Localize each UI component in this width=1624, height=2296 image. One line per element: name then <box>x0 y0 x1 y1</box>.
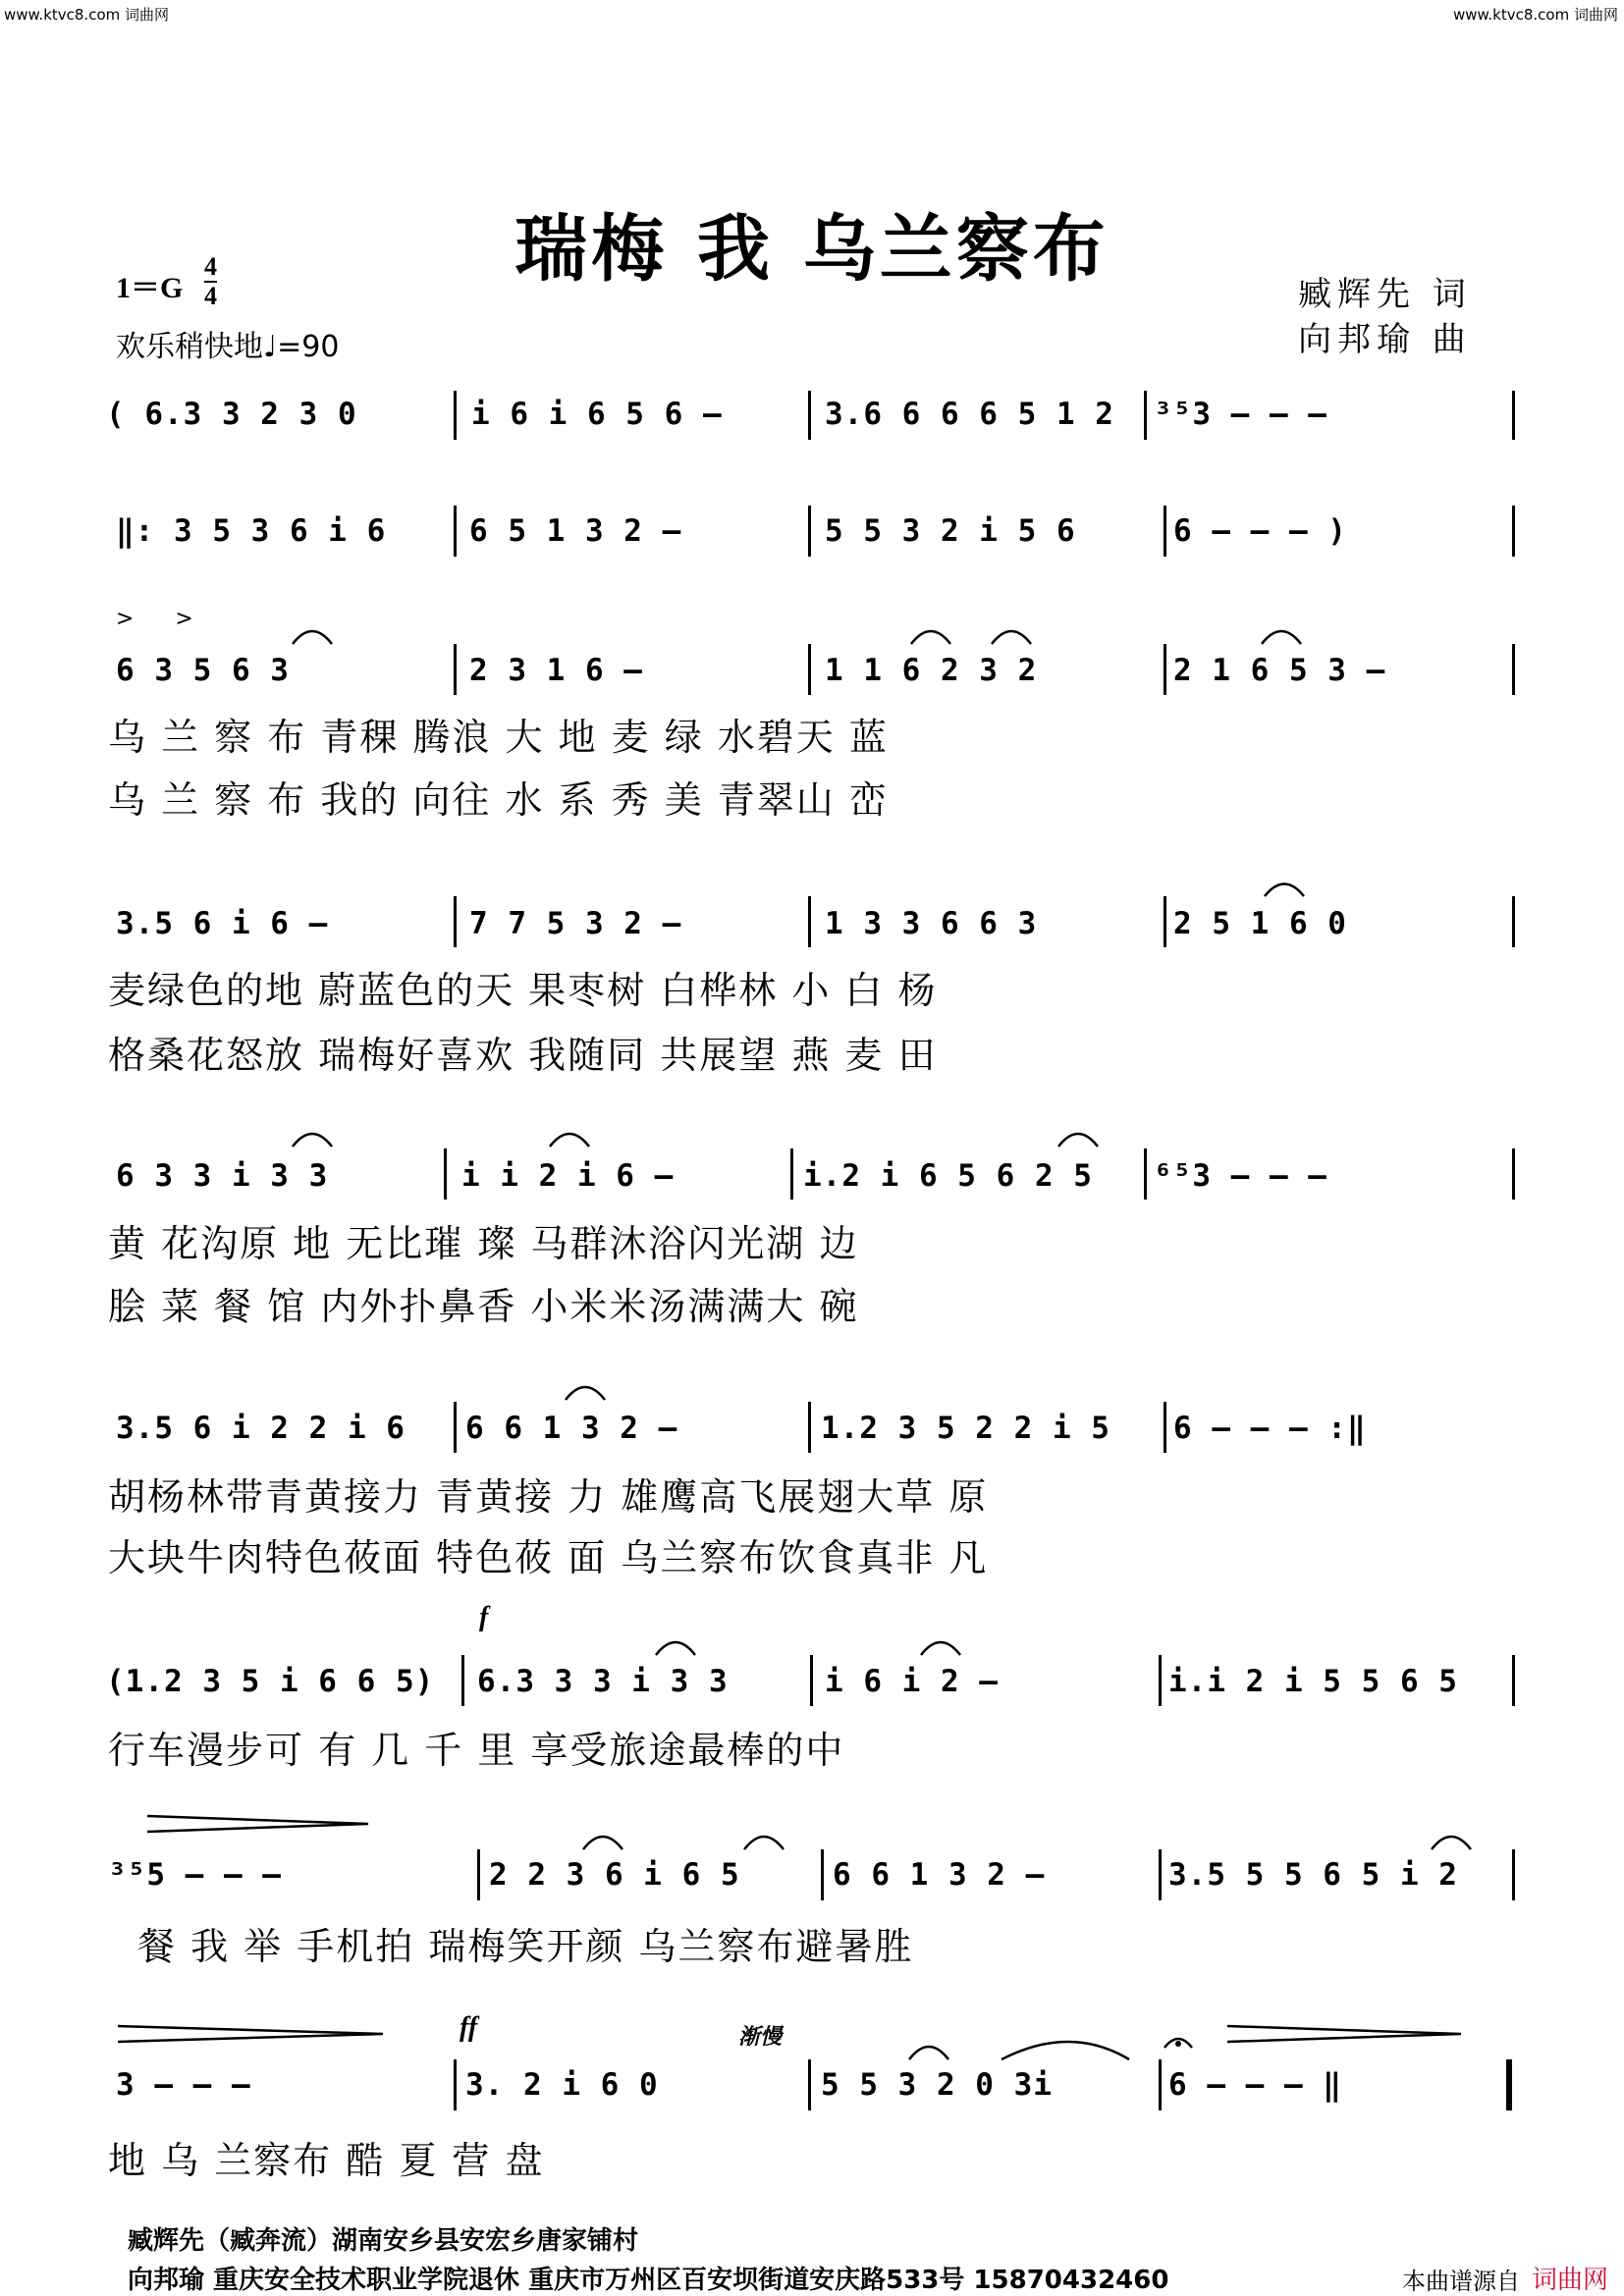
hairpin <box>147 1816 368 1832</box>
dynamic-fortissimo: ff <box>460 2012 478 2043</box>
slur <box>656 1642 695 1655</box>
system-5-lyric-2: 大块牛肉特色莜面 特色莜 面 乌兰察布饮食真非 凡 <box>108 1536 989 1579</box>
slur <box>1001 2042 1129 2059</box>
time-top: 4 <box>204 252 217 281</box>
system-6-lyric-1: 行车漫步可 有 几 千 里 享受旅途最棒的中 <box>108 1729 845 1772</box>
system-7-measure-1: 2 2 3 6 i 6 5 <box>489 1857 740 1893</box>
system-4-lyric-1: 黄 花沟原 地 无比璀 璨 马群沐浴闪光湖 边 <box>108 1222 859 1265</box>
slur <box>1265 884 1304 897</box>
hairpin <box>1227 2026 1461 2042</box>
system-2-lyric-2: 乌 兰 察 布 我的 向往 水 系 秀 美 青翠山 峦 <box>108 778 889 822</box>
site-logo[interactable]: 词曲网 <box>1532 2266 1609 2295</box>
system-3-measure-2: 1 3 3 6 6 3 <box>825 906 1038 941</box>
slur <box>744 1837 784 1849</box>
slur <box>293 631 332 644</box>
system-6-measure-1: 6.3 3 3 i 3 3 <box>477 1664 729 1699</box>
slur <box>1058 1134 1098 1147</box>
slur <box>911 631 950 644</box>
system-1-measure-0: ‖: 3 5 3 6 i 6 <box>116 513 387 549</box>
system-0-measure-1: i 6 i 6 5 6 – <box>471 397 723 432</box>
accent-marks: > > <box>116 607 193 631</box>
slur <box>566 1387 605 1400</box>
system-5-measure-1: 6 6 1 3 2 – <box>465 1411 678 1446</box>
system-4-measure-1: i i 2 i 6 – <box>461 1158 675 1194</box>
system-7-measure-2: 6 6 1 3 2 – <box>833 1857 1046 1893</box>
system-1-measure-2: 5 5 3 2 i 5 6 <box>825 513 1076 549</box>
footer-composer-info: 向邦瑜 重庆安全技术职业学院退休 重庆市万州区百安坝街道安庆路533号 15870432460 <box>128 2266 1169 2295</box>
system-8-measure-1: 3. 2 i 6 0 <box>465 2067 659 2103</box>
fermata-dot <box>1175 2041 1181 2047</box>
system-3-lyric-2: 格桑花怒放 瑞梅好喜欢 我随同 共展望 燕 麦 田 <box>108 1034 938 1077</box>
system-8-measure-3: 6 – – – ‖ <box>1168 2067 1342 2103</box>
system-8-lyric-1: 地 乌 兰察布 酷 夏 营 盘 <box>108 2139 545 2182</box>
slur <box>1262 631 1301 644</box>
slur <box>921 1642 960 1655</box>
system-4-measure-2: i.2 i 6 5 6 2 5 <box>803 1158 1093 1194</box>
system-3-measure-1: 7 7 5 3 2 – <box>469 906 682 941</box>
composer-credit: 向邦瑜 曲 <box>1298 320 1472 359</box>
system-5-measure-2: 1.2 3 5 2 2 i 5 <box>821 1411 1110 1446</box>
system-6-measure-0: (1.2 3 5 i 6 6 5) <box>106 1664 435 1699</box>
system-4-measure-0: 6 3 3 i 3 3 <box>116 1158 329 1194</box>
system-5-measure-0: 3.5 6 i 2 2 i 6 <box>116 1411 406 1446</box>
system-0-measure-2: 3.6 6 6 6 5 1 2 <box>825 397 1114 432</box>
system-3-lyric-1: 麦绿色的地 蔚蓝色的天 果枣树 白桦林 小 白 杨 <box>108 969 938 1012</box>
key-signature: 1＝G <box>116 272 184 304</box>
slur <box>293 1134 332 1147</box>
system-5-measure-3: 6 – – – :‖ <box>1173 1411 1367 1446</box>
system-5-lyric-1: 胡杨林带青黄接力 青黄接 力 雄鹰高飞展翅大草 原 <box>108 1475 989 1519</box>
system-2-measure-2: 1 1 6 2 3 2 <box>825 653 1038 688</box>
system-6-measure-2: i 6 i 2 – <box>825 1664 999 1699</box>
system-2-lyric-1: 乌 兰 察 布 青稞 腾浪 大 地 麦 绿 水碧天 蓝 <box>108 716 889 759</box>
system-0-measure-3: ³⁵3 – – – <box>1154 397 1327 432</box>
system-2-measure-3: 2 1 6 5 3 – <box>1173 653 1386 688</box>
system-6-measure-3: i.i 2 i 5 5 6 5 <box>1168 1664 1458 1699</box>
system-7-lyric-1: 餐 我 举 手机拍 瑞梅笑开颜 乌兰察布避暑胜 <box>137 1925 914 1968</box>
site-watermark-right: www.ktvc8.com 词曲网 <box>1452 6 1618 24</box>
system-4-lyric-2: 脍 菜 餐 馆 内外扑鼻香 小米米汤满满大 碗 <box>108 1285 859 1328</box>
dynamic-forte: f <box>479 1602 489 1632</box>
footer-lyricist-info: 臧辉先（臧奔流）湖南安乡县安宏乡唐家铺村 <box>128 2226 639 2256</box>
source-label: 本曲谱源自 <box>1402 2268 1520 2295</box>
system-3-measure-3: 2 5 1 6 0 <box>1173 906 1347 941</box>
system-4-measure-3: ⁶⁵3 – – – <box>1154 1158 1327 1194</box>
slur <box>550 1134 589 1147</box>
system-8-measure-0: 3 – – – <box>116 2067 251 2103</box>
time-bottom: 4 <box>204 282 217 310</box>
slur <box>992 631 1031 644</box>
slur <box>1432 1837 1471 1849</box>
system-7-measure-0: ³⁵5 – – – <box>108 1857 282 1893</box>
tempo-marking: 欢乐稍快地♩=90 <box>116 330 340 364</box>
ritardando-mark: 渐慢 <box>738 2024 783 2049</box>
system-1-measure-3: 6 – – – ) <box>1173 513 1347 549</box>
lyricist-credit: 臧辉先 词 <box>1298 275 1472 314</box>
system-3-measure-0: 3.5 6 i 6 – <box>116 906 329 941</box>
site-watermark-left: www.ktvc8.com 词曲网 <box>4 6 170 24</box>
slur <box>909 2047 948 2059</box>
system-1-measure-1: 6 5 1 3 2 – <box>469 513 682 549</box>
hairpin <box>118 2026 383 2042</box>
system-2-measure-0: 6 3 5 6 3 <box>116 653 290 688</box>
system-8-measure-2: 5 5 3 2 0 3i <box>821 2067 1053 2103</box>
slur <box>583 1837 623 1849</box>
system-2-measure-1: 2 3 1 6 – <box>469 653 643 688</box>
system-0-measure-0: ( 6.3 3 2 3 0 <box>106 397 357 432</box>
system-7-measure-3: 3.5 5 5 6 5 i 2 <box>1168 1857 1458 1893</box>
song-title: 瑞梅 我 乌兰察布 <box>514 207 1110 292</box>
